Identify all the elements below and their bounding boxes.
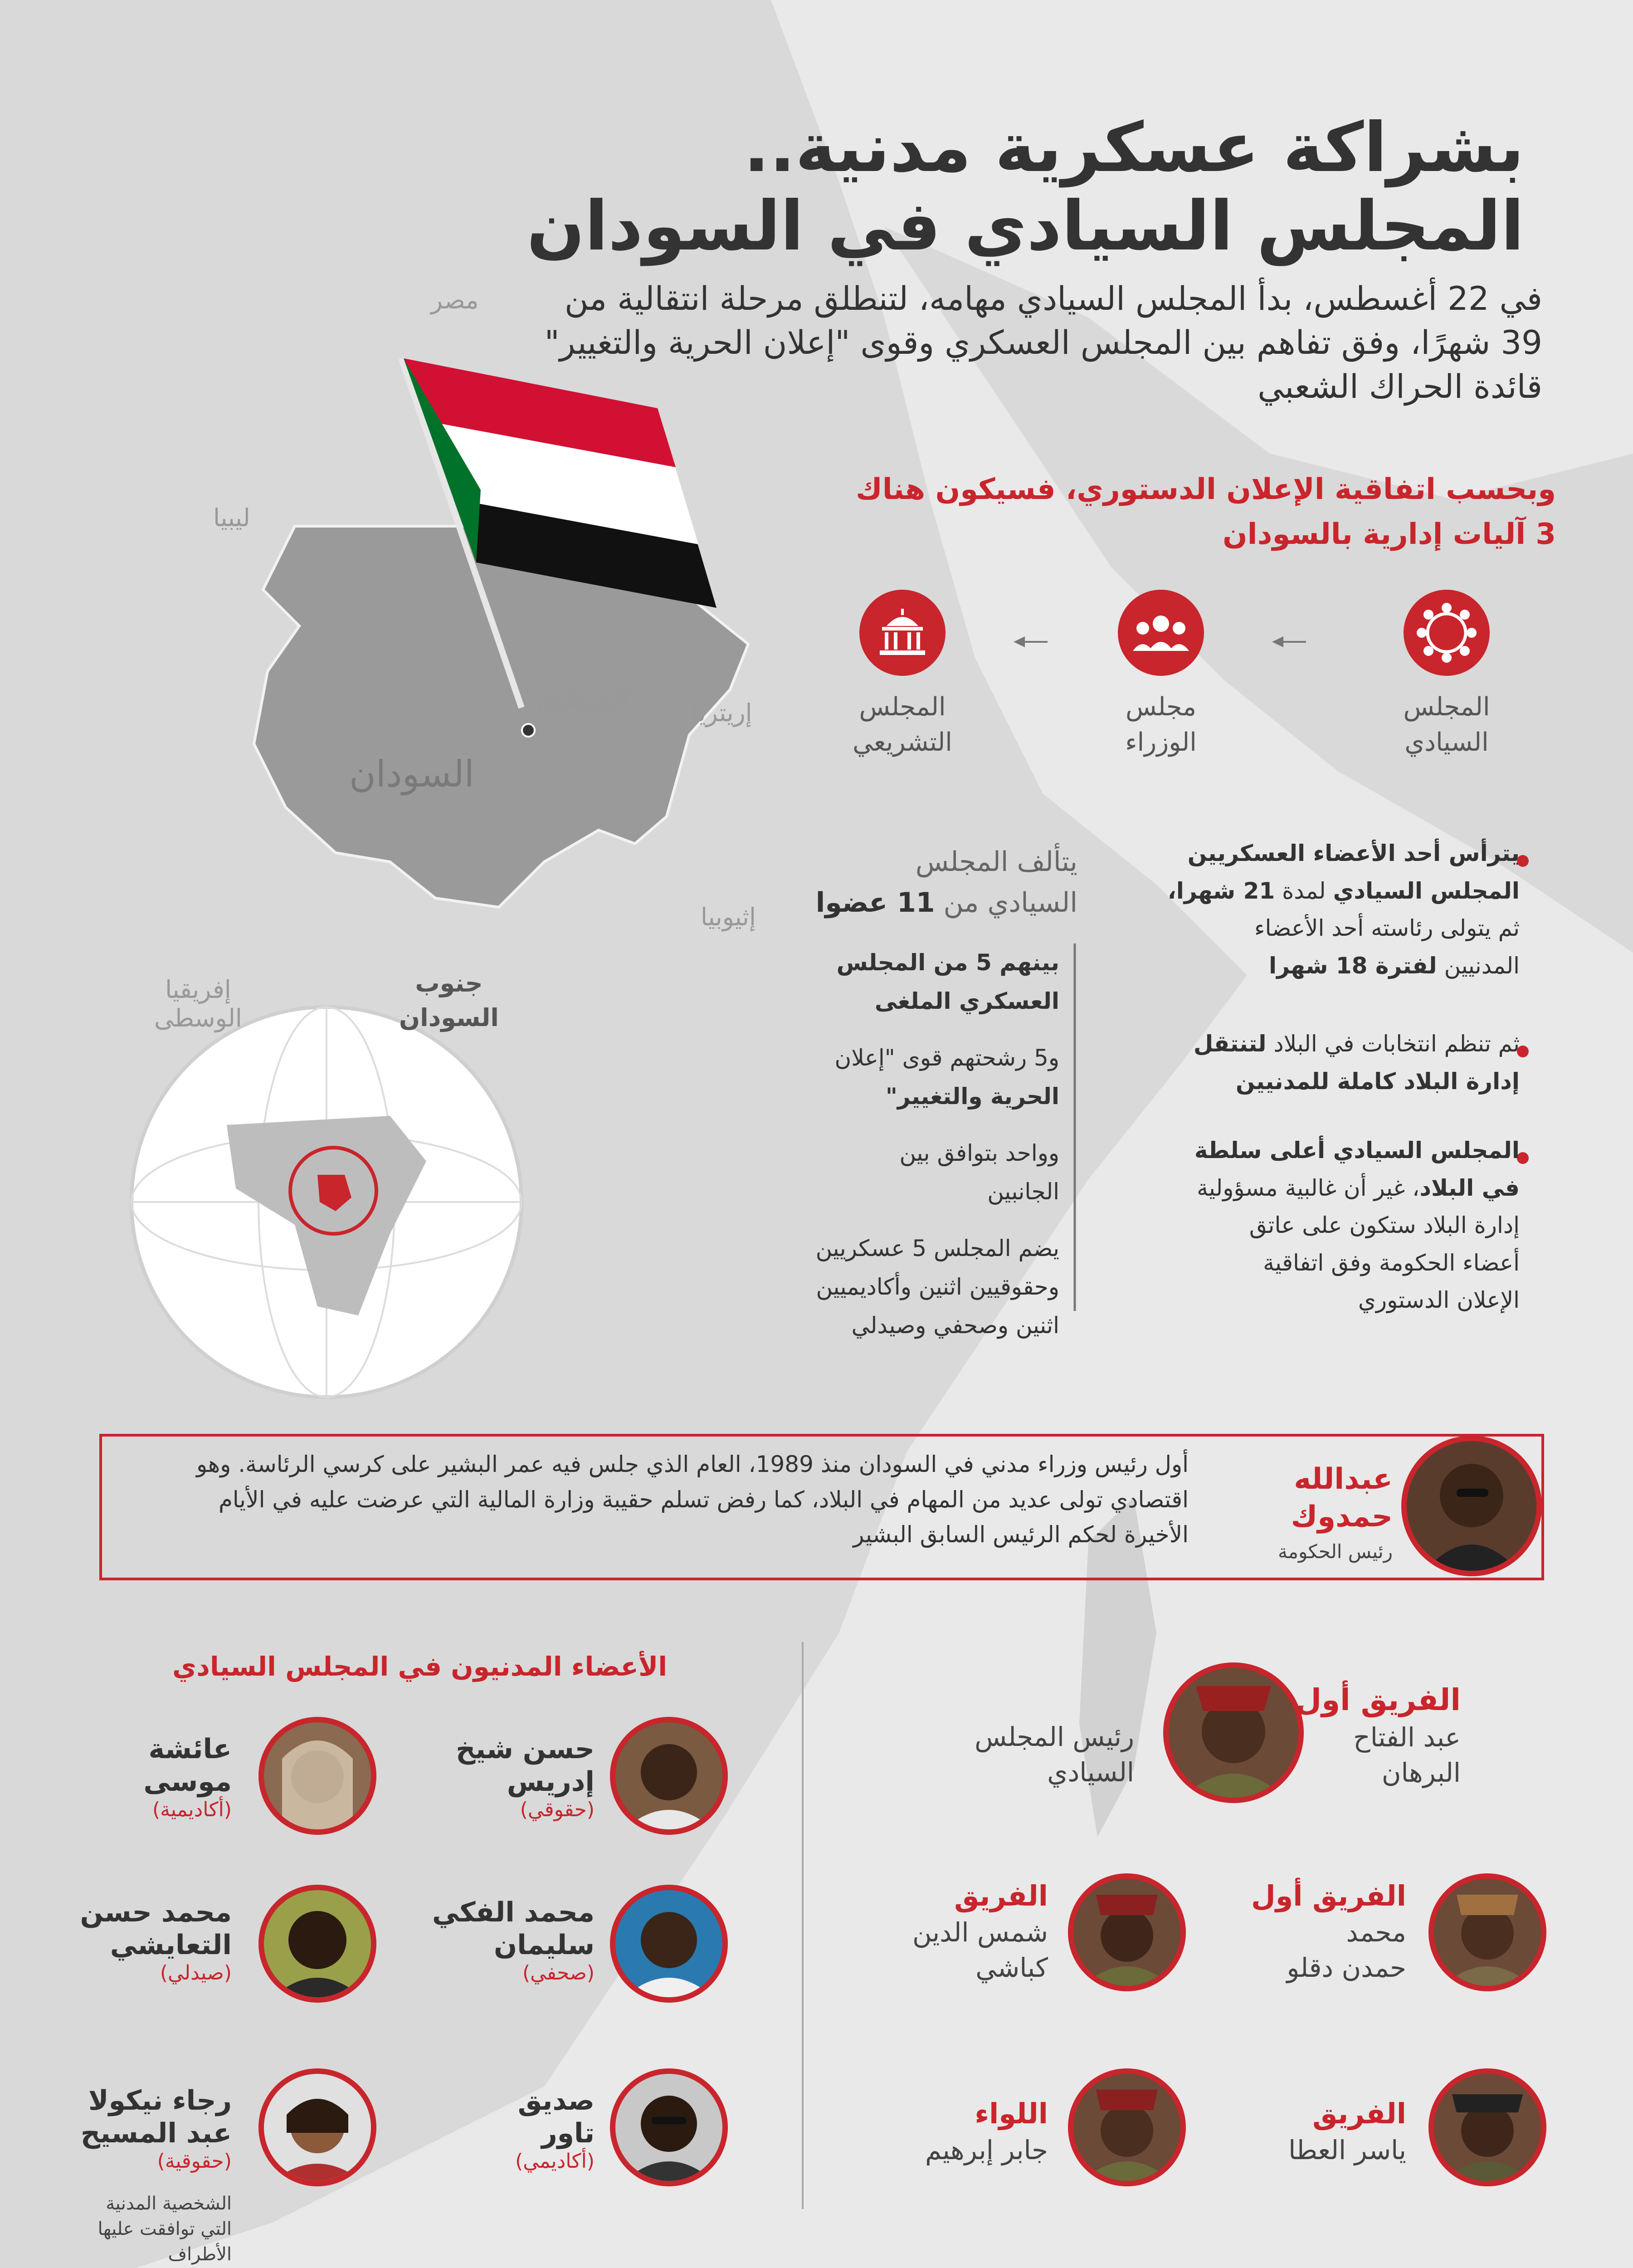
military-member-5: اللواء جابر إبرهيم [925,2097,1048,2165]
map-label-south-sudan: جنوب السودان [399,969,499,1032]
title-line-1: بشراكة عسكرية مدنية.. [743,108,1524,187]
avatar-al-faki [610,1885,728,2003]
civilian-member-6: رجاء نيكولا عبد المسيح (حقوقية) [80,2085,232,2173]
chair-note: رئيس المجلس السيادي [975,1721,1134,1788]
pm-bio: أول رئيس وزراء مدني في السودان منذ 1989، العام الذي جلس فيه عمر البشير على كرسي الرئاسة. وهو اقتصادي تولى عديد من المهام في البلاد، كما رفض تسلم حقيبة وزارة المالية التي عرضت عليه في الأيام الأخيرة لحكم الرئيس السابق البشير [196,1451,1189,1548]
intro-line-2: 39 شهرًا، وفق تفاهم بين المجلس العسكري وقوى "إعلان الحرية والتغيير" [544,323,1542,362]
military-member-1: الفريق أول عبد الفتاح البرهان [1295,1682,1461,1789]
avatar-jaber [1068,2068,1186,2186]
avatar-hamdok [1401,1436,1542,1576]
mechanism-label: المجلس التشريعي [853,692,952,758]
council-icon [1404,590,1490,676]
mechanism-sovereign-council [1392,590,1501,761]
mechanism-legislative-council [848,590,957,761]
map-label-eritrea: إريتريا [692,699,752,727]
raja-note: الشخصية المدنية التي توافقت عليها الأطراف [97,2193,232,2265]
map-label-central-africa: إفريقيا الوسطى [154,975,242,1032]
map-label-ethiopia: إثيوبيا [701,903,756,931]
map-label-libya: ليبيا [213,503,250,532]
military-member-2: الفريق أول محمد حمدن دقلو [1251,1879,1406,1983]
avatar-aisha-musa [258,1717,376,1835]
title-line-2: المجلس السيادي في السودان [526,186,1524,266]
footer-note [205,2266,1520,2268]
avatar-tawer [610,2068,728,2186]
avatar-hassan-idris [610,1717,728,1835]
point-presidency: يترأس أحد الأعضاء العسكريين المجلس السيادي لمدة 21 شهرا، ثم يتولى رئاسته أحد الأعضاء المدنيين لفترة 18 شهرا [1167,840,1520,979]
avatar-burhan [1163,1662,1304,1803]
avatar-atta [1428,2068,1546,2186]
civilian-member-3: محمد الفكي سليمان (صحفي) [432,1897,595,1984]
parliament-icon [859,590,946,676]
pm-name: عبدالله حمدوك رئيس الحكومة [1277,1462,1393,1563]
point-elections: ثم تنظم انتخابات في البلاد لتنتقل إدارة البلاد كاملة للمدنيين [1193,1031,1520,1095]
civilian-member-2: عائشة موسى (أكاديمية) [143,1733,232,1821]
intro-line-1: في 22 أغسطس، بدأ المجلس السيادي مهامه، لتنطلق مرحلة انتقالية من [564,279,1542,318]
avatar-dagalo [1428,1873,1546,1991]
military-member-3: الفريق شمس الدين كباشي [912,1879,1048,1983]
map-label-sudan: السودان [349,753,474,795]
composition-details: بينهم 5 من المجلس العسكري الملغى و5 رشحتهم قوى "إعلان الحرية والتغيير" وواحد بتوافق بين الجانبين يضم المجلس 5 عسكريين وحقوقيين اثنين وأكاديميين اثنين وصحفي وصيدلي [815,949,1059,1339]
page-title [345,109,1524,265]
avatar-al-taishi [258,1885,376,2003]
avatar-raja-nicola [258,2068,376,2186]
people-icon [1118,590,1204,676]
mechanism-label: مجلس الوزراء [1125,692,1197,758]
military-member-4: الفريق ياسر العطا [1288,2097,1406,2165]
civilian-member-1: حسن شيخ إدريس (حقوقي) [456,1733,595,1821]
intro-line-3: قائدة الحراك الشعبي [1258,367,1542,406]
mechanisms-heading: وبحسب اتفاقية الإعلان الدستوري، فسيكون هناك 3 آليات إدارية بالسودان [856,473,1556,552]
map-label-khartoum: الخرطوم [537,685,629,714]
point-authority: المجلس السيادي أعلى سلطة في البلاد، غير أن غالبية مسؤولية إدارة البلاد ستكون على عاتق أعضاء الحكومة وفق اتفاقية الإعلان الدستوري [1194,1137,1520,1313]
civilian-member-4: محمد حسن التعايشي (صيدلي) [80,1897,232,1984]
avatar-kabashi [1068,1873,1186,1991]
mechanism-council-of-ministers [1107,590,1215,761]
intro-text [363,277,1542,409]
composition-heading: يتألف المجلس السيادي من 11 عضوا [815,846,1077,919]
civilian-member-5: صديق تاور (أكاديمي) [515,2085,595,2173]
mechanism-label: المجلس السيادي [1403,692,1490,758]
civilians-heading: الأعضاء المدنيون في المجلس السيادي [172,1651,668,1682]
map-label-egypt: مصر [431,286,479,314]
